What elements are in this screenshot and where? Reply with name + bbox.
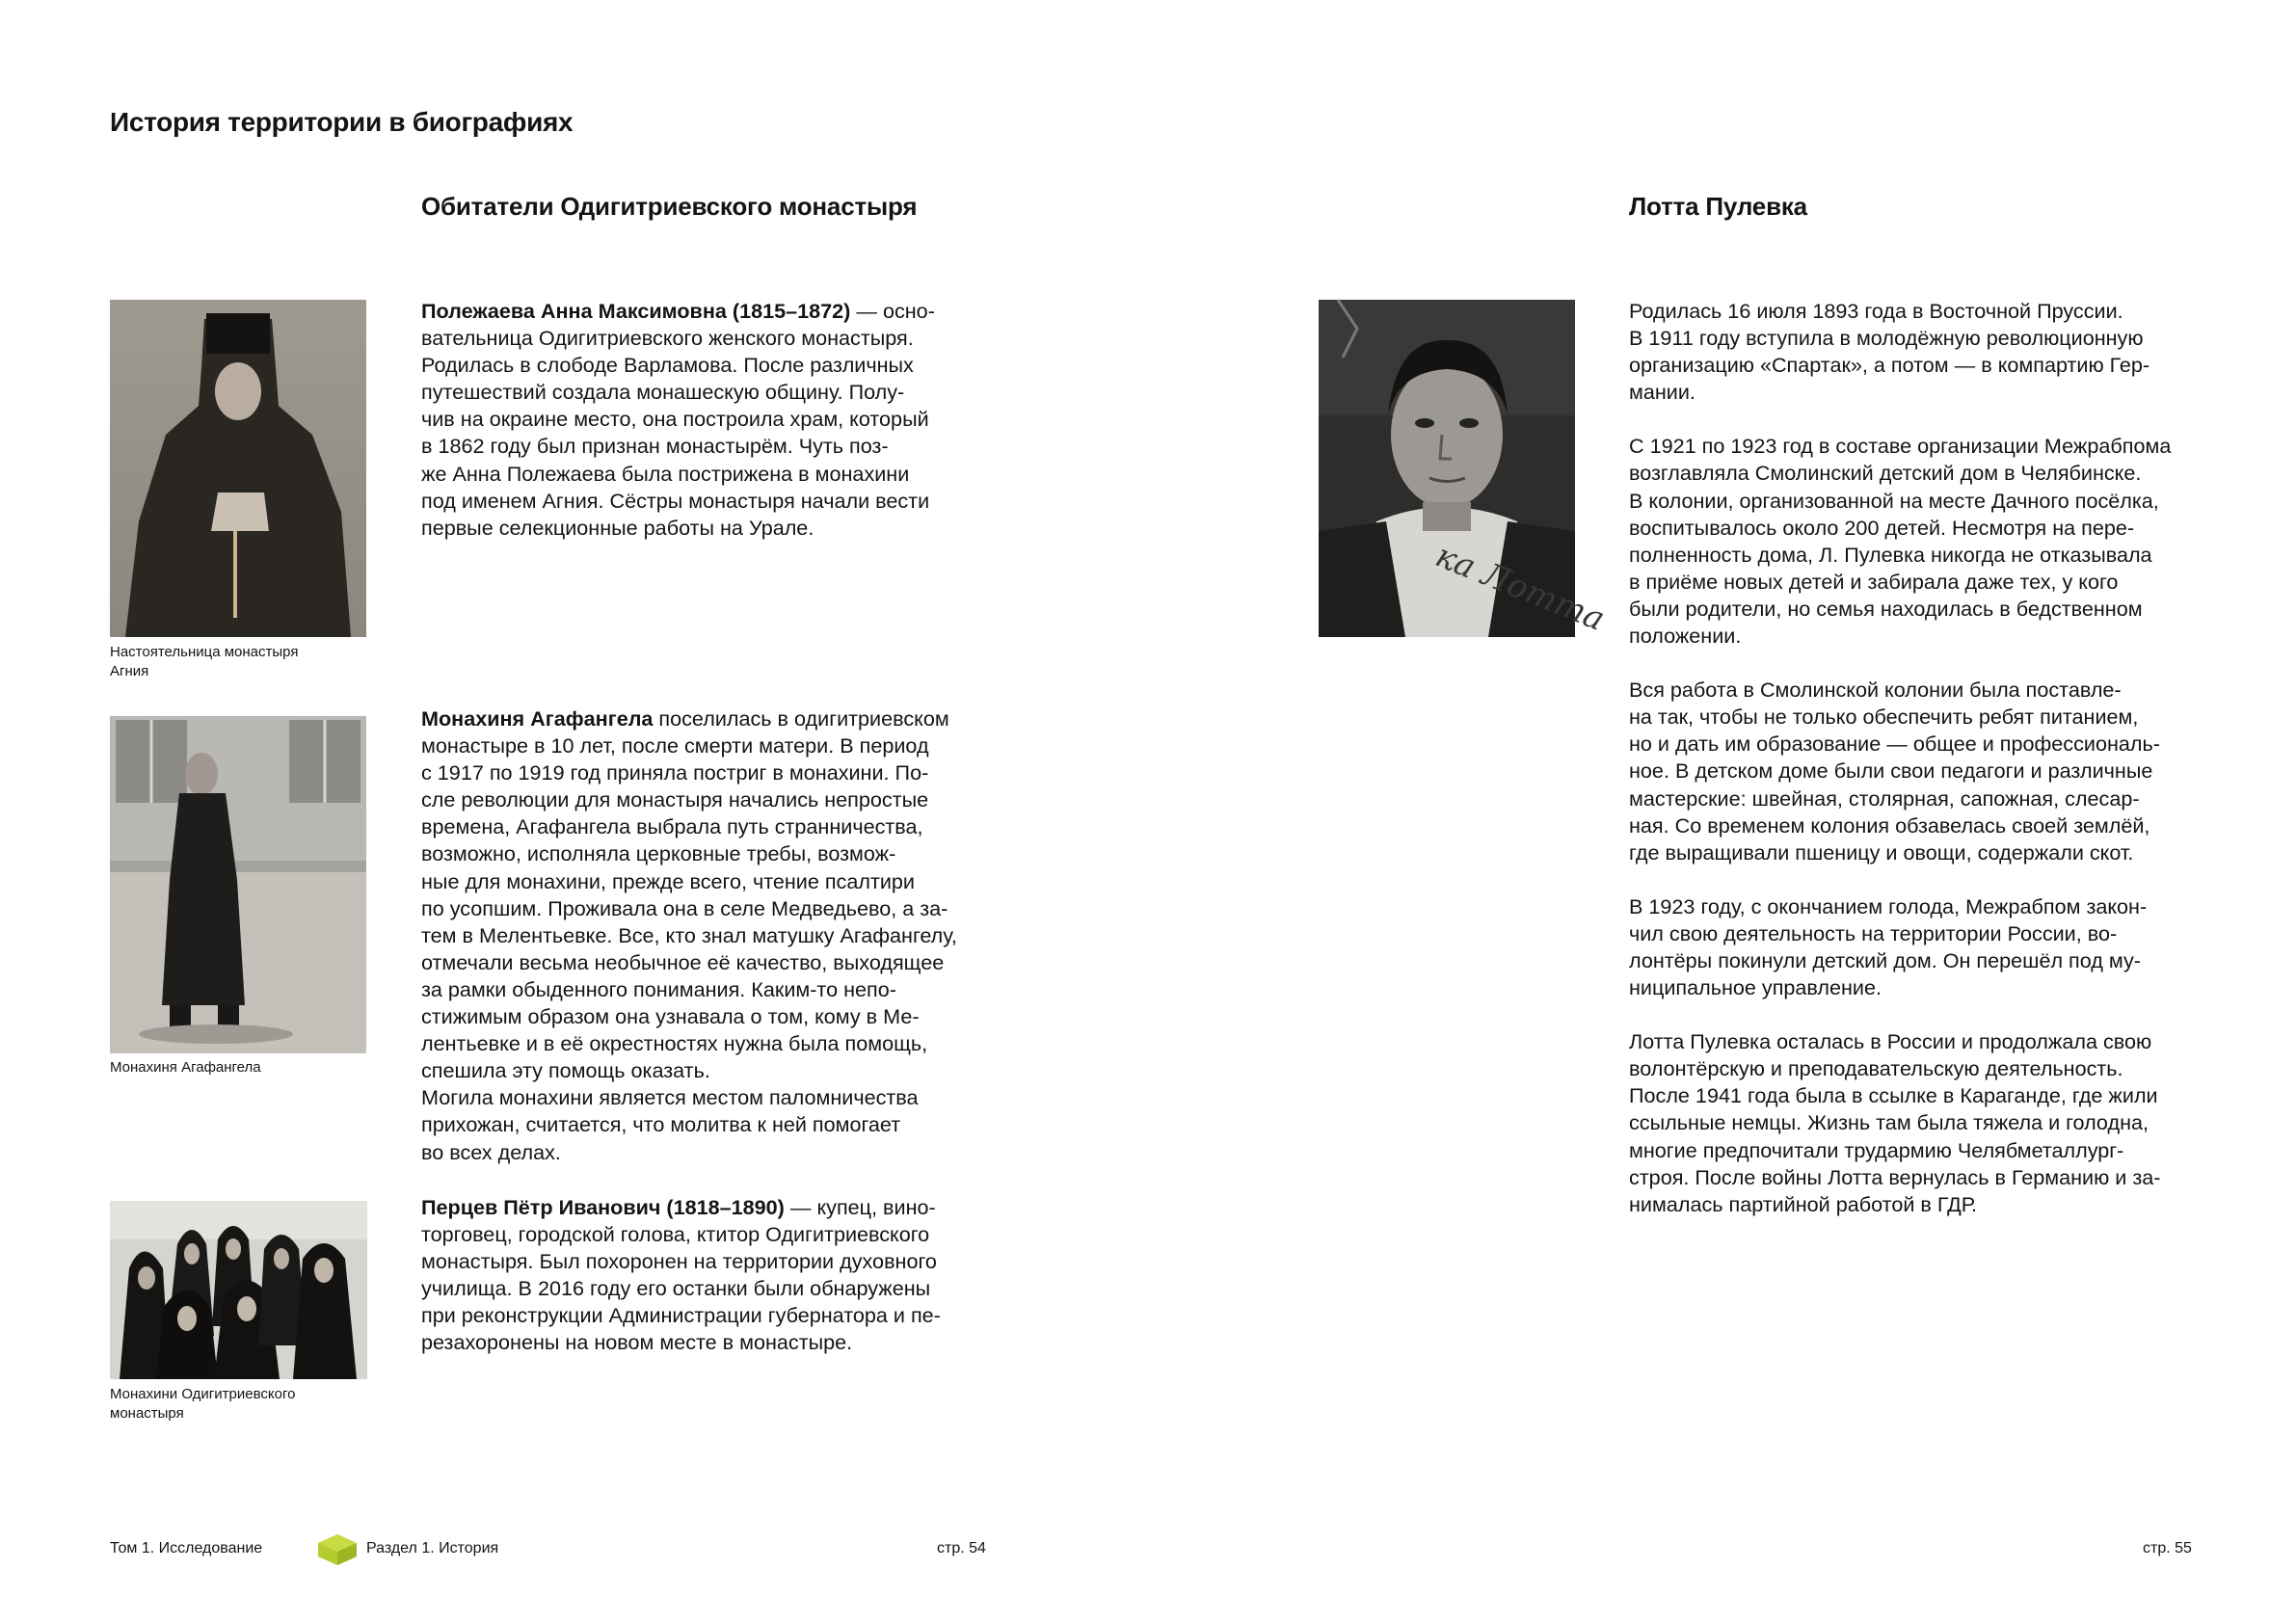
lotta-portrait-inscription: ка Лотта [1429,536,1611,639]
lotta-biography [1629,298,2227,1218]
lotta-paragraph: Лотта Пулевка осталась в России и продолжала свою волонтёрскую и преподавательскую деятельность. После 1941 года была в ссылке в Караганде, где жили ссыльные немцы. Жизнь там была тяжела и голодна, многие предпочитали трудармию Челябметаллург- строя. После войны Лотта вернулась в Германию и за- нималась партийной работой в ГДР. [1629,1029,2161,1216]
nun-photo-caption: Монахиня Агафангела [110,1059,261,1076]
section-logo-icon [316,1532,359,1567]
nuns-group-photo-caption: Монахини Одигитриевского монастыря [110,1386,296,1422]
footer-section: Раздел 1. История [366,1540,499,1556]
footer-page-right: стр. 55 [2143,1540,2192,1556]
entry-polezhaeva [421,298,980,542]
nun-photo [110,716,366,1053]
abbess-photo [110,300,366,637]
entry-pertsev-name: Перцев Пётр Иванович (1818–1890) [421,1195,785,1219]
main-title: История территории в биографиях [110,107,574,137]
lotta-paragraph: Родилась 16 июля 1893 года в Восточной Пруссии. В 1911 году вступила в молодёжную революционную организацию «Спартак», а потом — в компартию Гер- мании. [1629,299,2150,405]
entry-agafangela-text: поселилась в одигитриевском монастыре в 10 лет, после смерти матери. В период с 1917 по 1919 год приняла постриг в монахини. По- сле революции для монастыря начались непростые времена, Агафангела выбрала путь странничества, возможно, исполняла церковные требы, возмож- ные для монахини, прежде всего, чтение псалтири по усопшим. Проживала она в селе Медведьево, а за- тем в Мелентьевке. Все, кто знал матушку Агафангелу, отмечали весьма необычное её качество, выходящее за рамки обыденного понимания. Каким-то непо- стижимым образом она узнавала о том, кому в Ме- лентьевке и в её окрестностях нужна была помощь, спешила эту помощь оказать. Могила монахини является местом паломничества прихожан, считается, что молитва к ней помогает во всех делах. [421,706,957,1164]
right-section-title: Лотта Пулевка [1629,192,1807,221]
entry-agafangela-name: Монахиня Агафангела [421,706,654,731]
footer-page-left: стр. 54 [937,1540,986,1556]
lotta-portrait [1319,300,1611,639]
footer-volume: Том 1. Исследование [110,1540,263,1556]
left-section-title: Обитатели Одигитриевского монастыря [421,192,918,221]
entry-polezhaeva-name: Полежаева Анна Максимовна (1815–1872) [421,299,851,323]
nuns-group-photo [110,1201,367,1379]
lotta-paragraph: В 1923 году, с окончанием голода, Межрабпом закон- чил свою деятельность на территории России, во- лонтёры покинули детский дом. Он перешёл под му- ниципальное управление. [1629,893,2148,1000]
entry-pertsev-text: — купец, вино- торговец, городской голова, ктитор Одигитриевского монастыря. Был похоронен на территории духовного училища. В 2016 году его останки были обнаружены при реконструкции Администрации губернатора и пе- резахоронены на новом месте в монастыре. [421,1195,941,1355]
lotta-paragraph: С 1921 по 1923 год в составе организации Межрабпома возглавляла Смолинский детский дом в Челябинске. В колонии, организованной на месте Дачного посёлка, воспитывалось около 200 детей. Несмотря на пере- полненность дома, Л. Пулевка никогда не отказывала в приёме новых детей и забирала даже тех, у кого были родители, но семья находилась в бедственном положении. [1629,434,2172,649]
entry-pertsev [421,1194,1000,1357]
entry-polezhaeva-text: — осно- вательница Одигитриевского женского монастыря. Родилась в слободе Варламова. После различных путешествий создала монашескую общину. Полу- чив на окраине место, она построила храм, который в 1862 году был признан монастырём. Чуть поз- же Анна Полежаева была пострижена в монахини под именем Агния. Сёстры монастыря начали вести первые селекционные работы на Урале. [421,299,935,540]
abbess-photo-caption: Настоятельница монастыря Агния [110,644,299,679]
entry-agafangela [421,705,1000,1166]
lotta-paragraph: Вся работа в Смолинской колонии была поставле- на так, чтобы не только обеспечить ребят питанием, но и дать им образование — общее и профессиональ- ное. В детском доме были свои педагоги и различные мастерские: швейная, столярная, сапожная, слесар- ная. Со временем колония обзавелась своей землёй, где выращивали пшеницу и овощи, содержали скот. [1629,678,2160,865]
